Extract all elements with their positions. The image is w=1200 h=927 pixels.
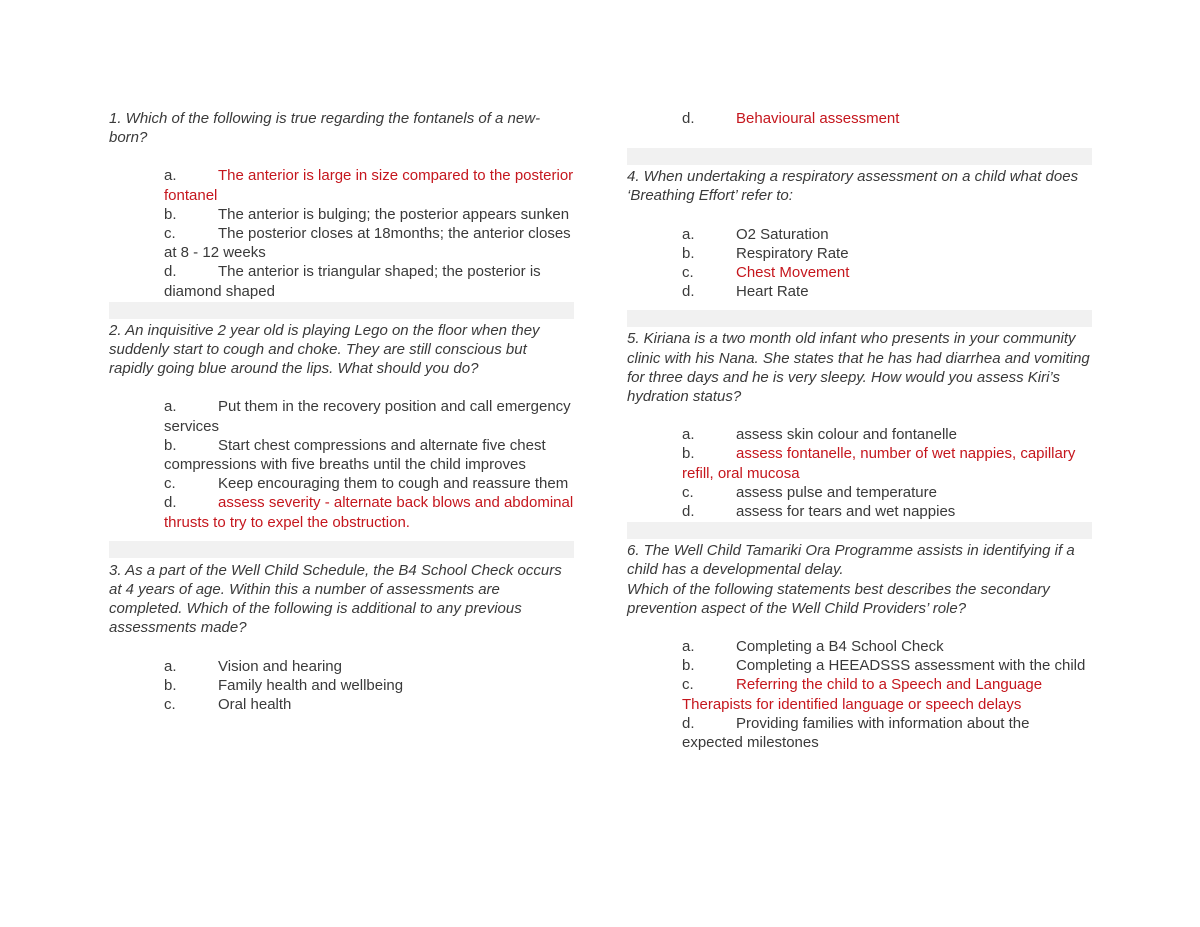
- separator: [627, 310, 1092, 327]
- option-a: a. The anterior is large in size compared to the posterior fontanel: [164, 167, 574, 204]
- question-3: [109, 561, 574, 714]
- options-list: [109, 657, 574, 715]
- option-a: a. Put them in the recovery position and call emergency services: [164, 398, 571, 435]
- question-prompt: 4. When undertaking a respiratory assessment on a child what does ‘Breathing Effort’ refer to:: [627, 168, 1079, 205]
- option-d: d. Heart Rate: [682, 283, 809, 301]
- question-prompt: 1. Which of the following is true regarding the fontanels of a new-born?: [109, 110, 541, 147]
- options-list: [627, 225, 1092, 302]
- question-prompt-line2: Which of the following statements best describes the secondary prevention aspect of the Well Child Providers’ role?: [627, 580, 1050, 617]
- option-d: d. assess severity - alternate back blows and abdominal thrusts to try to expel the obstruction.: [164, 494, 574, 531]
- option-c: c. The posterior closes at 18months; the anterior closes at 8 - 12 weeks: [164, 225, 571, 262]
- question-prompt: 5. Kiriana is a two month old infant who presents in your community clinic with his Nana. She states that he has had diarrhea and vomiting for three days and he is very sleepy. How would you assess Kiri’s hydration status?: [627, 330, 1090, 406]
- question-5: [627, 329, 1092, 521]
- separator: [109, 302, 574, 319]
- question-4: [627, 167, 1092, 301]
- option-b: b. The anterior is bulging; the posterior appears sunken: [164, 205, 570, 223]
- left-column: [109, 109, 574, 714]
- option-b: b. Completing a HEEADSSS assessment with the child: [682, 657, 1086, 675]
- option-b: b. assess fontanelle, number of wet nappies, capillary refill, oral mucosa: [682, 445, 1076, 482]
- option-a: a. O2 Saturation: [682, 225, 829, 243]
- options-list: [627, 425, 1092, 521]
- question-1: [109, 109, 574, 301]
- option-d: d. The anterior is triangular shaped; the posterior is diamond shaped: [164, 263, 541, 300]
- question-prompt-line1: 6. The Well Child Tamariki Ora Programme assists in identifying if a child has a developmental delay.: [627, 542, 1075, 579]
- option-a: a. assess skin colour and fontanelle: [682, 426, 957, 444]
- option-d: d. Providing families with information about the expected milestones: [682, 714, 1030, 752]
- option-c: c. Oral health: [164, 696, 292, 714]
- separator: [627, 148, 1092, 165]
- options-list: [109, 397, 574, 531]
- option-b: b. Family health and wellbeing: [164, 676, 404, 694]
- option-b: b. Respiratory Rate: [682, 244, 849, 262]
- right-column: [627, 109, 1092, 752]
- option-a: a. Completing a B4 School Check: [682, 638, 944, 656]
- question-prompt: 3. As a part of the Well Child Schedule, the B4 School Check occurs at 4 years of age. Within this a number of assessments are completed. Which of the following is additional to any previous assessments made?: [109, 561, 562, 637]
- option-b: b. Start chest compressions and alternate five chest compressions with five breaths until the child improves: [164, 436, 546, 474]
- options-list: [109, 166, 574, 300]
- question-2: [109, 321, 574, 532]
- option-c: c. assess pulse and temperature: [682, 483, 937, 501]
- option-c: c. Keep encouraging them to cough and reassure them: [164, 475, 569, 493]
- question-6: [627, 541, 1092, 752]
- question-prompt: 2. An inquisitive 2 year old is playing Lego on the floor when they suddenly start to cough and choke. They are still conscious but rapidly going blue around the lips. What should you do?: [109, 321, 540, 378]
- option-d: d. assess for tears and wet nappies: [682, 503, 956, 521]
- options-list-continued: [627, 109, 1092, 128]
- option-d: d. Behavioural assessment: [682, 110, 900, 127]
- option-c: c. Referring the child to a Speech and Language Therapists for identified language or speech delays: [682, 676, 1043, 713]
- option-a: a. Vision and hearing: [164, 657, 342, 675]
- option-c: c. Chest Movement: [682, 264, 850, 282]
- options-list: [627, 637, 1092, 752]
- separator: [109, 541, 574, 558]
- separator: [627, 522, 1092, 539]
